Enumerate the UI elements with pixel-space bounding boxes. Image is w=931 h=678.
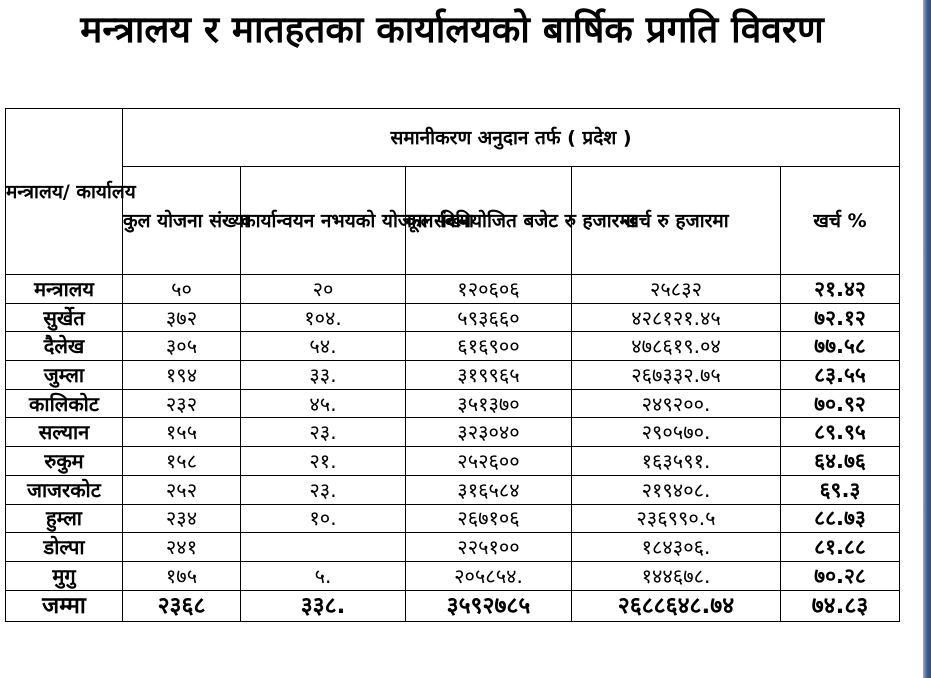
allocated-budget-cell: २६७१०६ — [406, 504, 572, 533]
total-projects-cell: १७५ — [123, 561, 241, 590]
total-projects-cell: २३६८ — [123, 590, 241, 621]
unimplemented-projects-cell: १०४. — [241, 303, 406, 332]
unimplemented-projects-cell: २० — [241, 275, 406, 304]
allocated-budget-cell: ६१६९०० — [406, 332, 572, 361]
expense-amount-cell: १८४३०६. — [572, 533, 781, 562]
table-body — [6, 275, 900, 622]
expense-percent-cell: ७२.१२ — [781, 303, 900, 332]
expense-header: खर्च रु हजारमा — [572, 167, 781, 275]
office-name-cell: मन्त्रालय — [6, 275, 123, 304]
table-row — [6, 418, 900, 447]
table-row — [6, 533, 900, 562]
total-projects-cell: ३७२ — [123, 303, 241, 332]
unimplemented-projects-cell: ५४. — [241, 332, 406, 361]
table-row — [6, 332, 900, 361]
total-projects-cell: २३४ — [123, 504, 241, 533]
unimplemented-projects-cell: ५. — [241, 561, 406, 590]
unimplemented-projects-header: कार्यान्वयन नभयको योजना संख्या — [241, 167, 406, 275]
expense-amount-cell: २६८८६४८.७४ — [572, 590, 781, 621]
expense-amount-cell: २४९२००. — [572, 389, 781, 418]
total-projects-cell: १५८ — [123, 447, 241, 476]
expense-percent-cell: २१.४२ — [781, 275, 900, 304]
total-projects-cell: २५२ — [123, 475, 241, 504]
allocated-budget-cell: ३२३०४० — [406, 418, 572, 447]
page-title: मन्त्रालय र मातहतका कार्यालयको बार्षिक प्रगति विवरण — [80, 8, 824, 51]
unimplemented-projects-cell: २३. — [241, 475, 406, 504]
total-projects-cell: २३२ — [123, 389, 241, 418]
expense-amount-cell: ४७८६१९.०४ — [572, 332, 781, 361]
office-name-cell: सुर्खेत — [6, 303, 123, 332]
office-name-cell: डोल्पा — [6, 533, 123, 562]
total-row — [6, 590, 900, 621]
office-name-cell: हुम्ला — [6, 504, 123, 533]
expense-amount-cell: ४२८१२१.४५ — [572, 303, 781, 332]
expense-percent-cell: ६९.३ — [781, 475, 900, 504]
unimplemented-projects-cell: ३३८. — [241, 590, 406, 621]
office-name-cell: मुगु — [6, 561, 123, 590]
expense-amount-cell: २१९४०८. — [572, 475, 781, 504]
office-name-cell: सल्यान — [6, 418, 123, 447]
expense-percent-cell: ७७.५८ — [781, 332, 900, 361]
office-name-cell: रुकुम — [6, 447, 123, 476]
expense-amount-cell: २६७३३२.७५ — [572, 361, 781, 390]
allocated-budget-cell: २५२६०० — [406, 447, 572, 476]
office-name-cell: जाजरकोट — [6, 475, 123, 504]
expense-percent-cell: ८३.५५ — [781, 361, 900, 390]
expense-amount-cell: २३६९९०.५ — [572, 504, 781, 533]
expense-amount-cell: १६३५९१. — [572, 447, 781, 476]
expense-percent-cell: ७०.२८ — [781, 561, 900, 590]
total-projects-header: कुल योजना संख्या — [123, 167, 241, 275]
table-row — [6, 504, 900, 533]
allocated-budget-cell: १२०६०६ — [406, 275, 572, 304]
table-row — [6, 475, 900, 504]
office-name-cell: जुम्ला — [6, 361, 123, 390]
table-row — [6, 361, 900, 390]
allocated-budget-cell: ३५९२७८५ — [406, 590, 572, 621]
allocated-budget-cell: ३१९९६५ — [406, 361, 572, 390]
unimplemented-projects-cell: २१. — [241, 447, 406, 476]
expense-amount-cell: २९०५७०. — [572, 418, 781, 447]
expense-percent-cell: ८१.८८ — [781, 533, 900, 562]
total-projects-cell: १५५ — [123, 418, 241, 447]
unimplemented-projects-cell — [241, 533, 406, 562]
expense-percent-cell: ७४.८३ — [781, 590, 900, 621]
total-projects-cell: २४१ — [123, 533, 241, 562]
unimplemented-projects-cell: ४५. — [241, 389, 406, 418]
expense-percent-cell: ६४.७६ — [781, 447, 900, 476]
progress-table — [5, 108, 900, 622]
window-edge — [923, 0, 931, 678]
allocated-budget-cell: २२५१०० — [406, 533, 572, 562]
expense-percent-cell: ८९.९५ — [781, 418, 900, 447]
table-row — [6, 275, 900, 304]
expense-percent-cell: ८८.७३ — [781, 504, 900, 533]
office-name-cell: कालिकोट — [6, 389, 123, 418]
office-name-cell: जम्मा — [6, 590, 123, 621]
expense-percent-cell: ७०.९२ — [781, 389, 900, 418]
allocated-budget-header: कूल विनियोजित बजेट रु हजारमा — [406, 167, 572, 275]
total-projects-cell: ५० — [123, 275, 241, 304]
expense-amount-cell: १४४६७८. — [572, 561, 781, 590]
equalization-grant-header: समानीकरण अनुदान तर्फ ( प्रदेश ) — [123, 109, 900, 167]
allocated-budget-cell: ५९३६६० — [406, 303, 572, 332]
unimplemented-projects-cell: ३३. — [241, 361, 406, 390]
unimplemented-projects-cell: १०. — [241, 504, 406, 533]
office-column-header: मन्त्रालय/ कार्यालय — [6, 109, 123, 275]
total-projects-cell: १९४ — [123, 361, 241, 390]
table-row — [6, 303, 900, 332]
expense-percent-header: खर्च % — [781, 167, 900, 275]
allocated-budget-cell: ३१६५८४ — [406, 475, 572, 504]
expense-amount-cell: २५८३२ — [572, 275, 781, 304]
table-row — [6, 561, 900, 590]
allocated-budget-cell: २०५८५४. — [406, 561, 572, 590]
unimplemented-projects-cell: २३. — [241, 418, 406, 447]
total-projects-cell: ३०५ — [123, 332, 241, 361]
office-name-cell: दैलेख — [6, 332, 123, 361]
table-row — [6, 447, 900, 476]
table-row — [6, 389, 900, 418]
allocated-budget-cell: ३५१३७० — [406, 389, 572, 418]
